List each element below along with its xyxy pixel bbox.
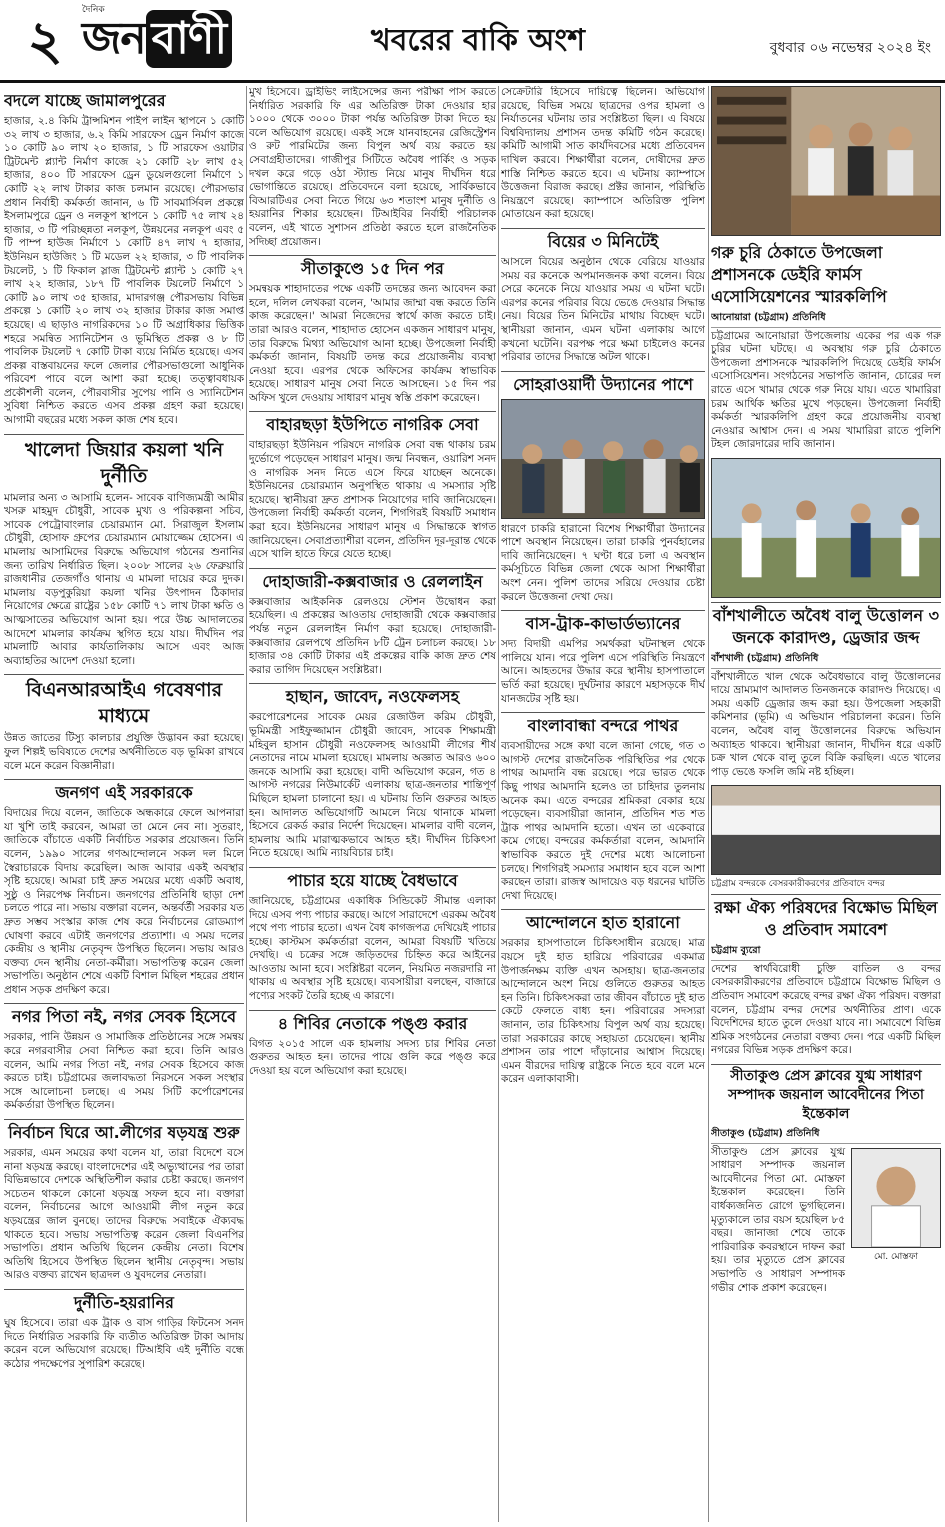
page-number: ২ (27, 9, 63, 72)
article-byline: বাঁশখালী (চট্টগ্রাম) প্রতিনিধি (711, 652, 941, 669)
article-body: সরকার, পানি উন্নয়ন ও সামাজিক প্রতিষ্ঠানের সঙ্গে সমন্বয় করে নগরবাসীর সেবা নিশ্চিত করা হবে। তিনি আরও বলেন, আমি নগর পিতা নই, নগর সেবক হিসেবে কাজ করতে চাই। চট্টগ্রামের জলাবদ্ধতা নিরসনে সকল সংস্থার সঙ্গে আলোচনা চলছে। এ সময় সিটি কর্পোরেশনের কর্মকর্তারা উপস্থিত ছিলেন। (4, 1031, 244, 1112)
portrait-caption: মো. মোস্তফা (874, 1251, 918, 1262)
article-body: বিদায়ের দিয়ে বলেন, জাতিকে অন্ধকারে ফেলে আপনারা যা খুশি তাই করবেন, আমরা তা মেনে নেব না। সুতরাং, জাতিকে বাঁচাতে একটি নির্বাচিত সরকার প্রয়োজন। তিনি বলেন, ১৯৯০ সালের গণআন্দোলনে সকল দল মিলে স্বৈরাচারকে বিদায় করেছিল। আজ আবার একই অবস্থার সৃষ্টি হয়েছে। আমরা চাই দ্রুত সময়ের মধ্যে একটি অবাধ, সুষ্ঠু ও নিরপেক্ষ নির্বাচন। জনগণের প্রতিনিধি ছাড়া দেশ চলতে পারে না। সভায় বক্তারা বলেন, অন্তর্বর্তী সরকার যত দ্রুত সম্ভব সংস্কার কাজ শেষ করে নির্বাচনের রোডম্যাপ ঘোষণা করবে এটাই জনগণের প্রত্যাশা। এ সময় দলের কেন্দ্রীয় ও স্থানীয় নেতৃবৃন্দ উপস্থিত ছিলেন। সভায় আরও বক্তব্য দেন স্থানীয় নেতা-কর্মীরা। সভাপতিত্ব করেন জেলা সভাপতি। অনুষ্ঠান শেষে একটি বিশাল মিছিল শহরের প্রধান প্রধান সড়ক প্রদক্ষিণ করে। (4, 807, 244, 996)
article (501, 371, 705, 605)
article-body: সদ্য বিদায়ী এমপির সমর্থকরা ঘটনাস্থল থেকে পালিয়ে যান। পরে পুলিশ এসে পরিস্থিতি নিয়ন্ত্রণে আনে। আহতদের উদ্ধার করে স্থানীয় হাসপাতালে ভর্তি করা হয়েছে। দুর্ঘটনার কারণে মহাসড়কে দীর্ঘ যানজটের সৃষ্টি হয়। (501, 638, 705, 705)
article (4, 674, 244, 773)
article-headline: দুর্নীতি-হয়রানির (4, 1289, 244, 1314)
article-body: জানিয়েছে, চট্টগ্রামের একাধিক সিন্ডিকেট সীমান্ত এলাকা দিয়ে এসব পণ্য পাচার করছে। আগে সারাদেশে এরকম অবৈধ পথে পণ্য পাচার হতো। এখন বৈধ কাগজপত্র দেখিয়েই পাচার হচ্ছে। কাস্টমস কর্মকর্তারা বলেন, আমরা বিষয়টি খতিয়ে দেখছি। এ চক্রের সঙ্গে জড়িতদের চিহ্নিত করে আইনের আওতায় আনা হবে। সংশ্লিষ্টরা বলেন, নিয়মিত নজরদারি না থাকায় এ অবস্থার সৃষ্টি হয়েছে। ব্যবসায়ীরা বলছেন, বাজারে পণ্যের সংকট তৈরি হচ্ছে এ কারণে। (249, 894, 496, 1003)
article-body: ব্যবসায়ীদের সঙ্গে কথা বলে জানা গেছে, গত ৩ আগস্ট দেশের রাজনৈতিক পরিস্থিতির পর থেকে পাথর আমদানি বন্ধ রয়েছে। পরে ভারত থেকে কিছু পাথর আমদানি হলেও তা চাহিদার তুলনায় অনেক কম। এতে বন্দরের শ্রমিকরা বেকার হয়ে পড়েছেন। ব্যবসায়ীরা জানান, প্রতিদিন শত শত ট্রাক পাথর আমদানি হতো। এখন তা একেবারে কমে গেছে। বন্দরের কর্মকর্তারা বলেন, আমদানি স্বাভাবিক করতে দুই দেশের মধ্যে আলোচনা চলছে। শিগগিরই সমস্যার সমাধান হবে বলে আশা করছেন তারা। রাজস্ব আদায়েও বড় ধরনের ঘাটতি দেখা দিয়েছে। (501, 740, 705, 902)
article-headline: বাস-ট্রাক-কাভার্ডভ্যানের (501, 610, 705, 635)
article-body: ঘুষ হিসেবে। তারা এক ট্রাক ও বাস গাড়ির ফিটনেস সনদ দিতে নির্ধারিত সরকারি ফি ব্যতীত অতিরিক্ত টাকা আদায় করেন বলে অভিযোগ রয়েছে। টিআইবি এই দুর্নীতি বন্ধে কঠোর পদক্ষেপের সুপারিশ করেছে। (4, 1316, 244, 1370)
article-headline: রক্ষা ঐক্য পরিষদের বিক্ষোভ মিছিল ও প্রতিবাদ সমাবেশ (711, 894, 941, 941)
photo-caption: চট্টগ্রাম বন্দরকে বেসরকারীকরণের প্রতিবাদে বন্দর (711, 879, 885, 890)
article-body: উন্নত জাতের টিস্যু কালচার প্রযুক্তি উদ্ভাবন করা হয়েছে। ফুল শিল্পই ভবিষ্যতে দেশের অর্থনীতিতে বড় ভূমিকা রাখবে বলে মনে করেন বিজ্ঞানীরা। (4, 732, 244, 772)
newspaper-logo (82, 5, 280, 68)
masthead (0, 0, 945, 80)
article-headline: খালেদা জিয়ার কয়লা খনি দুর্নীতি (4, 434, 244, 489)
article (4, 1289, 244, 1371)
article-headline: সোহরাওয়ার্দী উদ্যানের পাশে (501, 371, 705, 396)
article-body: মামলার অন্য ৩ আসামি হলেন- সাবেক বাণিজ্যমন্ত্রী আমীর খসরু মাহমুদ চৌধুরী, সাবেক মুখ্য ও পরিকল্পনা সচিব, সাবেক পেট্রোবাংলার চেয়ারম্যান মো. সিরাজুল ইসলাম চৌধুরী, হোসাফ গ্রুপের চেয়ারম্যান মোয়াজ্জেম হোসেন। এ মামলায় আসামিদের বিরুদ্ধে অভিযোগ গঠনের শুনানির জন্য তারিখ নির্ধারিত ছিল। ২০০৮ সালের ২৬ ফেব্রুয়ারি রাজধানীর তেজগাঁও থানায় এ মামলা দায়ের করে দুদক। মামলায় বড়পুকুরিয়া কয়লা খনির উৎপাদন ঠিকাদার নিয়োগের ক্ষেত্রে রাষ্ট্রের ১৫৮ কোটি ৭১ লাখ টাকা ক্ষতি ও আত্মসাতের অভিযোগ আনা হয়। পরে উচ্চ আদালতের আদেশে মামলার কার্যক্রম স্থগিত হয়ে যায়। দীর্ঘদিন পর মামলাটি আবার কার্যতালিকায় আসে এবং আজ অব্যাহতির আদেশ দেওয়া হলো। (4, 491, 244, 667)
article-headline: হাছান, জাবেদ, নওফেলসহ (249, 683, 496, 708)
article (711, 602, 941, 779)
portrait-image (852, 1149, 940, 1247)
article-headline: দোহাজারী-কক্সবাজার ও রেললাইন (249, 568, 496, 593)
portrait-block (851, 1148, 941, 1267)
article-body: সেক্রেটারি হিসেবে দায়িত্বে ছিলেন। অভিযোগ রয়েছে, বিভিন্ন সময়ে ছাত্রদের ওপর হামলা ও নির্যাতনের ঘটনায় তার সংশ্লিষ্টতা ছিল। এ বিষয়ে বিশ্ববিদ্যালয় প্রশাসন তদন্ত কমিটি গঠন করেছে। কমিটি আগামী সাত কার্যদিবসের মধ্যে প্রতিবেদন দাখিল করবে। শিক্ষার্থীরা বলেন, দোষীদের দ্রুত শাস্তি নিশ্চিত করতে হবে। এ ঘটনায় ক্যাম্পাসে উত্তেজনা বিরাজ করছে। প্রক্টর জানান, পরিস্থিতি নিয়ন্ত্রণে রয়েছে। ক্যাম্পাসে অতিরিক্ত পুলিশ মোতায়েন করা হয়েছে। (501, 86, 705, 221)
section-title: খবরের বাকি অংশ (371, 23, 585, 58)
article (249, 255, 496, 405)
article-body: বিগত ২০১৫ সালে এক হামলায় সদস্য চার শিবির নেতা গুরুতর আহত হন। তাদের পায়ে গুলি করে পঙ্গু করে দেওয়া হয় বলে অভিযোগ করা হয়েছে। (249, 1037, 496, 1077)
crowd-photo (502, 400, 704, 518)
article (249, 867, 496, 1004)
logo-text-right: বাণী (146, 10, 232, 68)
article-body: বাঁশখালীতে খাল থেকে অবৈধভাবে বালু উত্তোলনের দায়ে ভ্রাম্যমাণ আদালত তিনজনকে কারাদণ্ড দিয়েছে। এ সময় একটি ড্রেজার জব্দ করা হয়। উপজেলা সহকারী কমিশনার (ভূমি) এ অভিযান পরিচালনা করেন। তিনি বলেন, অবৈধ বালু উত্তোলনের বিরুদ্ধে অভিযান অব্যাহত থাকবে। স্থানীয়রা জানান, দীর্ঘদিন ধরে একটি চক্র খাল থেকে বালু তুলে বিক্রি করছিল। এতে খালের পাড় ভেঙে ফসলি জমি নষ্ট হচ্ছিল। (711, 670, 941, 778)
article-body: কক্সবাজার আইকনিক রেলওয়ে স্টেশন উদ্বোধন করা হয়েছিল। এ প্রকল্পের আওতায় দোহাজারী থেকে কক্সবাজার পর্যন্ত নতুন রেললাইন নির্মাণ করা হয়েছে। দোহাজারী-কক্সবাজার রেলপথে প্রতিদিন ৮টি ট্রেন চলাচল করছে। ১৮ হাজার ৩৪ কোটি টাকার এই প্রকল্পের বাকি কাজ দ্রুত শেষ করার তাগিদ দিয়েছেন সংশ্লিষ্টরা। (249, 595, 496, 676)
protest-photo (712, 786, 940, 874)
article-headline: বাহারছড়া ইউপিতে নাগরিক সেবা (249, 411, 496, 436)
article-body: হাজার, ২.৪ কিমি ট্রান্সমিশন পাইপ লাইন স্থাপনে ১ কোটি ৩২ লাখ ৩ হাজার, ৬.২ কিমি সারফেস ড্রেন নির্মাণ কাজে ১০ কোটি ৯০ লাখ ২০ হাজার, ১ টি সারফেস ওয়াটার ট্রিটমেন্ট প্ল্যান্ট নির্মাণ কাজে ২১ কোটি ২৮ লাখ ৫২ হাজার, ৪০০ টি সারফেস ড্রেন ডুয়েলগুলো নির্মাণে ১ কোটি ২২ লাখ টাকার কাজ চলমান রয়েছে। পৌরসভার প্রধান নির্বাহী কর্মকর্তা জানান, ৬ টি সাবমার্সিবল প্রকল্পে ইসলামপুরে ড্রেন ও নলকূপ স্থাপনে ১ কোটি ৭৫ লাখ ২৪ হাজার, ৩ টি পরিচ্ছন্নতা নলকূপ, উন্নয়নের নলকূপ এবং ৫ টি পাম্প হাউজ নির্মাণে ১ কোটি ৪৭ লাখ ৭ হাজার, ইউনিয়ন হাউজিং ১ টি মডেল ২২ হাজার, ৩ টি পাবলিক টয়লেট, ১ টি ফিকাল স্লাজ ট্রিটমেন্ট প্ল্যান্ট ১ কোটি ২৭ লাখ ২২ হাজার, ১৮৭ টি পাবলিক টয়লেট নির্মাণে ১ কোটি ৯০ লাখ ৩৫ হাজার, মাদারগঞ্জ পৌরসভায় বিভিন্ন প্রকল্পে ১ কোটি ২০ লাখ ৩২ হাজার টাকার কাজ সমাপ্ত হয়েছে। এ ছাড়াও নাগরিকদের ১০ টি অগ্রাধিকার ভিত্তিক শহরে সমন্বিত স্যানিটেশন ও ভূমিস্থিত প্রকল্প ও ৮ টি পাবলিক টয়লেট ৭ কোটি টাকা ব্যয়ে নির্মিত হয়েছে। এসব প্রকল্প বাস্তবায়নের ফলে জেলার পৌরসভাগুলো আধুনিক পরিবেশ পাবে বলে আশা করা হচ্ছে। তত্ত্বাবধায়ক প্রকৌশলী বলেন, পৌরবাসীর সুপেয় পানি ও স্যানিটেশন সুবিধা নিশ্চিত করতে এসব প্রকল্প গ্রহণ করা হয়েছে। আগামী বছরের মধ্যে সকল কাজ শেষ হবে। (4, 115, 244, 427)
article-body: সীতাকুণ্ড প্রেস ক্লাবের যুগ্ম সাধারণ সম্পাদক জয়নাল আবেদীনের পিতা মো. মোস্তফা ইন্তেকাল করেছেন। তিনি বার্ধক্যজনিত রোগে ভুগছিলেন। মৃত্যুকালে তার বয়স হয়েছিল ৮৫ বছর। জানাজা শেষে তাকে পারিবারিক কবরস্থানে দাফন করা হয়। তার মৃত্যুতে প্রেস ক্লাবের সভাপতি ও সাধারণ সম্পাদক গভীর শোক প্রকাশ করেছেন। (711, 1145, 845, 1294)
logo-tagline: দৈনিক (82, 5, 105, 15)
article (711, 894, 941, 1058)
article-body: মুখ হিসেবে। ড্রাইভিং লাইসেন্সের জন্য পরীক্ষা পাস করতে নির্ধারিত সরকারি ফি এর অতিরিক্ত টাকা দেওয়ার হার ১০০০ থেকে ৩০০০ টাকা পর্যন্ত অতিরিক্ত টাকা দিতে হয় বলে অভিযোগ রয়েছে। একই সঙ্গে যানবাহনের রেজিস্ট্রেশন ও রুট পারমিটের জন্য বিপুল অর্থ ব্যয় করতে হয় সেবাগ্রহীতাদের। গাজীপুর সিটিতে অবৈধ পার্কিং ও সড়ক দখল করে গড়ে ওঠা স্ট্যান্ড নিয়ে মানুষ দীর্ঘদিন ধরে ভোগান্তিতে রয়েছে। প্রতিবেদনে বলা হয়েছে, সার্বিকভাবে বিআরটিএর সেবা নিতে গিয়ে ৬৩ শতাংশ মানুষ দুর্নীতি ও হয়রানির শিকার হয়েছেন। টিআইবির নির্বাহী পরিচালক বলেন, এই খাতে সুশাসন প্রতিষ্ঠা করতে হলে রাজনৈতিক সদিচ্ছা প্রয়োজন। (249, 86, 496, 248)
article-headline: সীতাকুণ্ডে ১৫ দিন পর (249, 255, 496, 280)
article-headline: সীতাকুণ্ড প্রেস ক্লাবের যুগ্ম সাধারণ সম্পাদক জয়নাল আবেদীনের পিতা ইন্তেকাল (711, 1064, 941, 1124)
article-headline: বিয়ের ৩ মিনিটেই (501, 228, 705, 253)
news-photo (711, 785, 941, 875)
news-photo (501, 399, 705, 519)
article-body: করপোরেশনের সাবেক মেয়র রেজাউল করিম চৌধুরী, ভূমিমন্ত্রী সাইফুজ্জামান চৌধুরী জাবেদ, সাবেক শিক্ষামন্ত্রী মহিবুল হাসান চৌধুরী নওফেলসহ আওয়ামী লীগের শীর্ষ নেতাদের নামে মামলা হয়েছে। মামলায় অজ্ঞাত আরও ৬০০ জনকে আসামি করা হয়েছে। বাদী অভিযোগ করেন, গত ৪ আগস্ট নগরের নিউমার্কেট এলাকায় ছাত্র-জনতার শান্তিপূর্ণ মিছিলে হামলা চালানো হয়। এ ঘটনায় তিনি গুরুতর আহত হন। আদালত অভিযোগটি আমলে নিয়ে থানাকে মামলা হিসেবে রেকর্ড করার নির্দেশ দিয়েছেন। মামলার বাদী বলেন, হামলায় আমি মারাত্মকভাবে আহত হই। দীর্ঘদিন চিকিৎসা নিতে হয়েছে। আমি ন্যায়বিচার চাই। (249, 711, 496, 860)
article (4, 1003, 244, 1113)
news-photo (711, 458, 941, 598)
article (501, 228, 705, 365)
article-headline: বিএনআরআইএ গবেষণার মাধ্যমে (4, 674, 244, 729)
article-body: চট্টগ্রামের আনোয়ারা উপজেলায় একের পর এক গরু চুরির ঘটনা ঘটছে। এ অবস্থায় গরু চুরি ঠেকাতে উপজেলা প্রশাসনকে স্মারকলিপি দিয়েছে ডেইরি ফার্মস এসোসিয়েশন। সংগঠনের সভাপতি জানান, চোরের দল রাতে এসে খামার থেকে গরু নিয়ে যায়। এতে খামারিরা চরম আর্থিক ক্ষতির মুখে পড়ছেন। উপজেলা নির্বাহী কর্মকর্তা স্মারকলিপি গ্রহণ করে প্রয়োজনীয় ব্যবস্থা নেওয়ার আশ্বাস দেন। এ সময় খামারিরা রাতে পুলিশি টহল জোরদারের দাবি জানান। (711, 329, 941, 451)
logo-text-left: জন (82, 13, 146, 64)
meeting-photo (712, 87, 940, 235)
logo-text (82, 13, 232, 64)
news-photo (711, 86, 941, 236)
column-divider (708, 86, 709, 1522)
article-headline: জনগণ এই সরকারকে (4, 779, 244, 804)
article-body: বাহারছড়া ইউনিয়ন পরিষদে নাগরিক সেবা বন্ধ থাকায় চরম দুর্ভোগে পড়েছেন সাধারণ মানুষ। জন্ম নিবন্ধন, ওয়ারিশ সনদ ও নাগরিক সনদ নিতে এসে ফিরে যাচ্ছেন অনেকে। ইউনিয়নের চেয়ারম্যান অনুপস্থিত থাকায় এ সমস্যার সৃষ্টি হয়েছে। স্থানীয়রা দ্রুত প্রশাসক নিয়োগের দাবি জানিয়েছেন। উপজেলা নির্বাহী কর্মকর্তা বলেন, শিগগিরই বিষয়টি সমাধান করা হবে। ইউনিয়নের সাধারণ মানুষ এ সিদ্ধান্তকে স্বাগত জানিয়েছেন। সেবাপ্রত্যাশীরা বলেন, প্রতিদিন দূর-দূরান্ত থেকে এসে খালি হাতে ফিরে যেতে হচ্ছে। (249, 439, 496, 561)
article (249, 86, 496, 249)
masthead-rule (0, 80, 945, 83)
article (501, 909, 705, 1087)
article (4, 434, 244, 669)
article-body: সরকার, এমন সময়ের কথা বলেন যা, তারা বিদেশে বসে নানা ষড়যন্ত্র করছে। বাংলাদেশের এই অভ্যুত্থানের পর তারা বিভিন্নভাবে দেশকে অস্থিতিশীল করার চেষ্টা করছে। জনগণ সচেতন থাকলে কোনো ষড়যন্ত্র সফল হবে না। বক্তারা বলেন, নির্বাচনের আগে আওয়ামী লীগ নতুন করে ষড়যন্ত্রের জাল বুনছে। তাদের বিরুদ্ধে সবাইকে ঐক্যবদ্ধ থাকতে হবে। সভায় সভাপতিত্ব করেন জেলা বিএনপির সভাপতি। প্রধান অতিথি ছিলেন কেন্দ্রীয় নেতা। বিশেষ অতিথি হিসেবে উপস্থিত ছিলেন স্থানীয় নেতৃবৃন্দ। সভায় আরও বক্তব্য রাখেন ছাত্রদল ও যুবদলের নেতারা। (4, 1147, 244, 1282)
article (4, 88, 244, 428)
article-headline: বাঁশখালীতে অবৈধ বালু উত্তোলন ৩ জনকে কারাদণ্ড, ড্রেজার জব্দ (711, 602, 941, 649)
portrait-photo (851, 1148, 941, 1248)
article-body: সমন্বয়ক শাহাদাতের পক্ষে একটি তদন্তের জন্য আবেদন করা হলে, দলিল লেখকরা বলেন, 'আমার জাম্মা বন্ধ করতে তিনি কাজ করেছেন।' আমরা নিজেদের স্বার্থে কাজ করতে চাই। তারা আরও বলেন, শাহাদাত হোসেন একজন সাধারণ মানুষ, তার বিরুদ্ধে মিথ্যা অভিযোগ আনা হচ্ছে। উপজেলা নির্বাহী কর্মকর্তা জানান, বিষয়টি তদন্ত করে প্রয়োজনীয় ব্যবস্থা নেওয়া হবে। এরপর থেকে অফিসের কার্যক্রম স্বাভাবিক হয়েছে। সাধারণ মানুষ সেবা নিতে আসছেন। ১৫ দিন পর অফিস খুলে দেওয়ায় সাধারণ মানুষ স্বস্তি প্রকাশ করেছেন। (249, 283, 496, 404)
article (501, 86, 705, 222)
article-headline: বাংলাবান্ধা বন্দরে পাথর (501, 712, 705, 737)
article (501, 712, 705, 903)
column-1 (4, 86, 244, 1522)
column-4 (711, 86, 941, 1522)
column-divider (498, 86, 499, 1522)
article (711, 1064, 941, 1295)
article-body: আসলে বিয়ের অনুষ্ঠান থেকে বেরিয়ে যাওয়ার সময় বর কনেকে অপমানজনক কথা বলেন। বিয়ে সেরে কনেকে নিয়ে যাওয়ার সময় এ ঘটনা ঘটে। এরপর কনের পরিবার বিয়ে ভেঙে দেওয়ার সিদ্ধান্ত নেয়। বিয়ের তিন মিনিটের মাথায় বিচ্ছেদ ঘটে। স্থানীয়রা জানান, এমন ঘটনা এলাকায় আগে কখনো ঘটেনি। বরপক্ষ পরে ক্ষমা চাইলেও কনের পরিবার তাদের সিদ্ধান্তে অটল থাকে। (501, 255, 705, 364)
column-2 (249, 86, 496, 1522)
article-body: সরকার হাসপাতালে চিকিৎসাধীন রয়েছে। মাত্র বয়সে দুই হাত হারিয়ে পরিবারের একমাত্র উপার্জনক্ষম ব্যক্তি এখন অসহায়। ছাত্র-জনতার আন্দোলনে অংশ নিয়ে গুলিতে গুরুতর আহত হন তিনি। চিকিৎসকরা তার জীবন বাঁচাতে দুই হাত কেটে ফেলতে বাধ্য হন। পরিবারের সদস্যরা জানান, তার চিকিৎসায় বিপুল অর্থ ব্যয় হয়েছে। তারা সরকারের কাছে সহায়তা চেয়েছেন। স্থানীয় প্রশাসন তার পাশে দাঁড়ানোর আশ্বাস দিয়েছে। এমন বীরদের দায়িত্ব রাষ্ট্রকে নিতে হবে বলে মনে করেন এলাকাবাসী। (501, 937, 705, 1086)
dateline: বুধবার ০৬ নভেম্বর ২০২৪ ইং (769, 40, 931, 56)
article-body: ধারণে চাকরি হারানো বিশেষ শিক্ষার্থীরা উদ্যানের পাশে অবস্থান নিয়েছেন। তারা চাকরি পুনর্বহালের দাবি জানিয়েছেন। ৭ ঘণ্টা ধরে চলা এ অবস্থান কর্মসূচিতে বিভিন্ন জেলা থেকে আসা শিক্ষার্থীরা অংশ নেন। পুলিশ তাদের সরিয়ে দেওয়ার চেষ্টা করলে উত্তেজনা দেখা দেয়। (501, 522, 705, 603)
article-headline: আন্দোলনে হাত হারানো (501, 909, 705, 934)
article (711, 240, 941, 452)
article-headline: নগর পিতা নই, নগর সেবক হিসেবে (4, 1003, 244, 1028)
article-headline: পাচার হয়ে যাচ্ছে বৈধভাবে (249, 867, 496, 892)
article (501, 610, 705, 706)
article-headline: ৪ শিবির নেতাকে পঙ্গু করার (249, 1010, 496, 1035)
article (249, 568, 496, 678)
article (249, 1010, 496, 1079)
article-headline: গরু চুরি ঠেকাতে উপজেলা প্রশাসনকে ডেইরি ফার্মস এসোসিয়েশনের স্মারকলিপি (711, 243, 887, 306)
article-body: দেশের স্বার্থবিরোধী চুক্তি বাতিল ও বন্দর বেসরকারীকরণের প্রতিবাদে চট্টগ্রামে বিক্ষোভ মিছিল ও প্রতিবাদ সমাবেশ করেছে বন্দর রক্ষা ঐক্য পরিষদ। বক্তারা বলেন, চট্টগ্রাম বন্দর দেশের অর্থনীতির প্রাণ। একে বিদেশিদের হাতে তুলে দেওয়া যাবে না। সমাবেশে বিভিন্ন শ্রমিক সংগঠনের নেতারা বক্তব্য দেন। পরে একটি মিছিল নগরের বিভিন্ন সড়ক প্রদক্ষিণ করে। (711, 962, 941, 1057)
article-byline: আনোয়ারা (চট্টগ্রাম) প্রতিনিধি (711, 311, 941, 328)
article (4, 1119, 244, 1283)
article (249, 411, 496, 561)
article (249, 683, 496, 861)
article-headline: নির্বাচন ঘিরে আ.লীগের ষড়যন্ত্র শুরু (4, 1119, 244, 1144)
riverbank-photo (712, 459, 940, 597)
article-byline: সীতাকুণ্ড (চট্টগ্রাম) প্রতিনিধি (711, 1127, 941, 1144)
column-divider (246, 86, 247, 1522)
article (4, 779, 244, 997)
column-3 (501, 86, 705, 1522)
article-headline: বদলে যাচ্ছে জামালপুরের (4, 91, 166, 110)
article-byline: চট্টগ্রাম ব্যুরো (711, 944, 941, 961)
